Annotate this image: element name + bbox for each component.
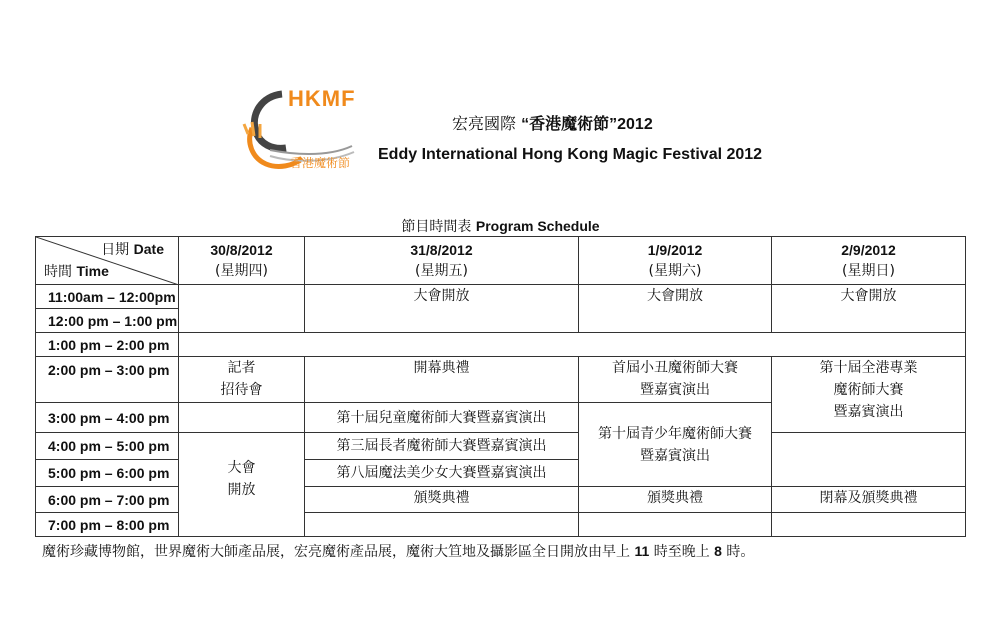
table-header-row bbox=[36, 237, 966, 285]
event-cell: 第十屆兒童魔術師大賽暨嘉賓演出 bbox=[305, 403, 579, 433]
empty-cell bbox=[305, 513, 579, 537]
logo-brand: HKMF bbox=[288, 86, 356, 111]
table-row bbox=[36, 487, 966, 513]
event-cell: 大會開放 bbox=[305, 285, 579, 333]
table-row bbox=[36, 357, 966, 403]
table-row bbox=[36, 285, 966, 309]
hkmf-logo bbox=[242, 84, 372, 176]
title-cn-year: 2012 bbox=[617, 116, 653, 133]
day-header: 31/8/2012 (星期五) bbox=[305, 237, 579, 285]
time-slot: 7:00 pm – 8:00 pm bbox=[36, 513, 179, 537]
event-cell: 大會開放 bbox=[579, 285, 772, 333]
event-cell: 閉幕及頒獎典禮 bbox=[772, 487, 966, 513]
event-cell: 大會開放 bbox=[772, 285, 966, 333]
time-slot: 6:00 pm – 7:00 pm bbox=[36, 487, 179, 513]
event-cell: 第八屆魔法美少女大賽暨嘉賓演出 bbox=[305, 460, 579, 487]
event-cell: 大會 開放 bbox=[179, 433, 305, 537]
day-header: 30/8/2012 (星期四) bbox=[179, 237, 305, 285]
title-chinese bbox=[452, 111, 653, 134]
logo-chinese-name: 香港魔術節 bbox=[290, 156, 351, 170]
empty-cell bbox=[772, 433, 966, 487]
event-cell: 開幕典禮 bbox=[305, 357, 579, 403]
event-cell: 記者 招待會 bbox=[179, 357, 305, 403]
title-english: Eddy International Hong Kong Magic Festival 2012 bbox=[378, 146, 763, 163]
schedule-table bbox=[35, 236, 966, 537]
event-cell: 第三屆長者魔術師大賽暨嘉賓演出 bbox=[305, 433, 579, 460]
event-cell: 首屆小丑魔術師大賽 暨嘉賓演出 bbox=[579, 357, 772, 403]
table-row bbox=[36, 333, 966, 357]
event-cell: 第十屆全港專業 魔術師大賽 暨嘉賓演出 bbox=[772, 357, 966, 433]
time-slot: 2:00 pm – 3:00 pm bbox=[36, 357, 179, 403]
event-cell: 第十屆青少年魔術師大賽 暨嘉賓演出 bbox=[579, 403, 772, 487]
corner-header bbox=[36, 237, 179, 285]
time-slot: 12:00 pm – 1:00 pm bbox=[36, 309, 179, 333]
empty-cell bbox=[772, 513, 966, 537]
title-cn-prefix: 宏亮國際 bbox=[452, 114, 517, 133]
caption-cn: 節目時間表 bbox=[401, 219, 472, 235]
empty-cell bbox=[179, 403, 305, 433]
table-row bbox=[36, 513, 966, 537]
caption-en: Program Schedule bbox=[475, 218, 600, 234]
time-slot: 11:00am – 12:00pm bbox=[36, 285, 179, 309]
empty-cell bbox=[179, 333, 966, 357]
schedule-caption bbox=[0, 216, 1001, 236]
time-slot: 5:00 pm – 6:00 pm bbox=[36, 460, 179, 487]
empty-cell bbox=[179, 285, 305, 333]
table-row bbox=[36, 433, 966, 460]
empty-cell bbox=[579, 513, 772, 537]
time-slot: 1:00 pm – 2:00 pm bbox=[36, 333, 179, 357]
time-slot: 3:00 pm – 4:00 pm bbox=[36, 403, 179, 433]
day-header: 2/9/2012 (星期日) bbox=[772, 237, 966, 285]
title-cn-main: “香港魔術節” bbox=[521, 116, 618, 133]
footer-note: 魔術珍藏博物館，世界魔術大師產品展，宏亮魔術產品展，魔術大笪地及攝影區全日開放由早上 11 時至晚上 8 時。 bbox=[42, 543, 755, 560]
event-cell: 頒獎典禮 bbox=[579, 487, 772, 513]
event-cell: 頒獎典禮 bbox=[305, 487, 579, 513]
day-header: 1/9/2012 (星期六) bbox=[579, 237, 772, 285]
corner-time: 時間 Time bbox=[44, 263, 109, 280]
time-slot: 4:00 pm – 5:00 pm bbox=[36, 433, 179, 460]
corner-date: 日期 Date bbox=[101, 241, 164, 258]
